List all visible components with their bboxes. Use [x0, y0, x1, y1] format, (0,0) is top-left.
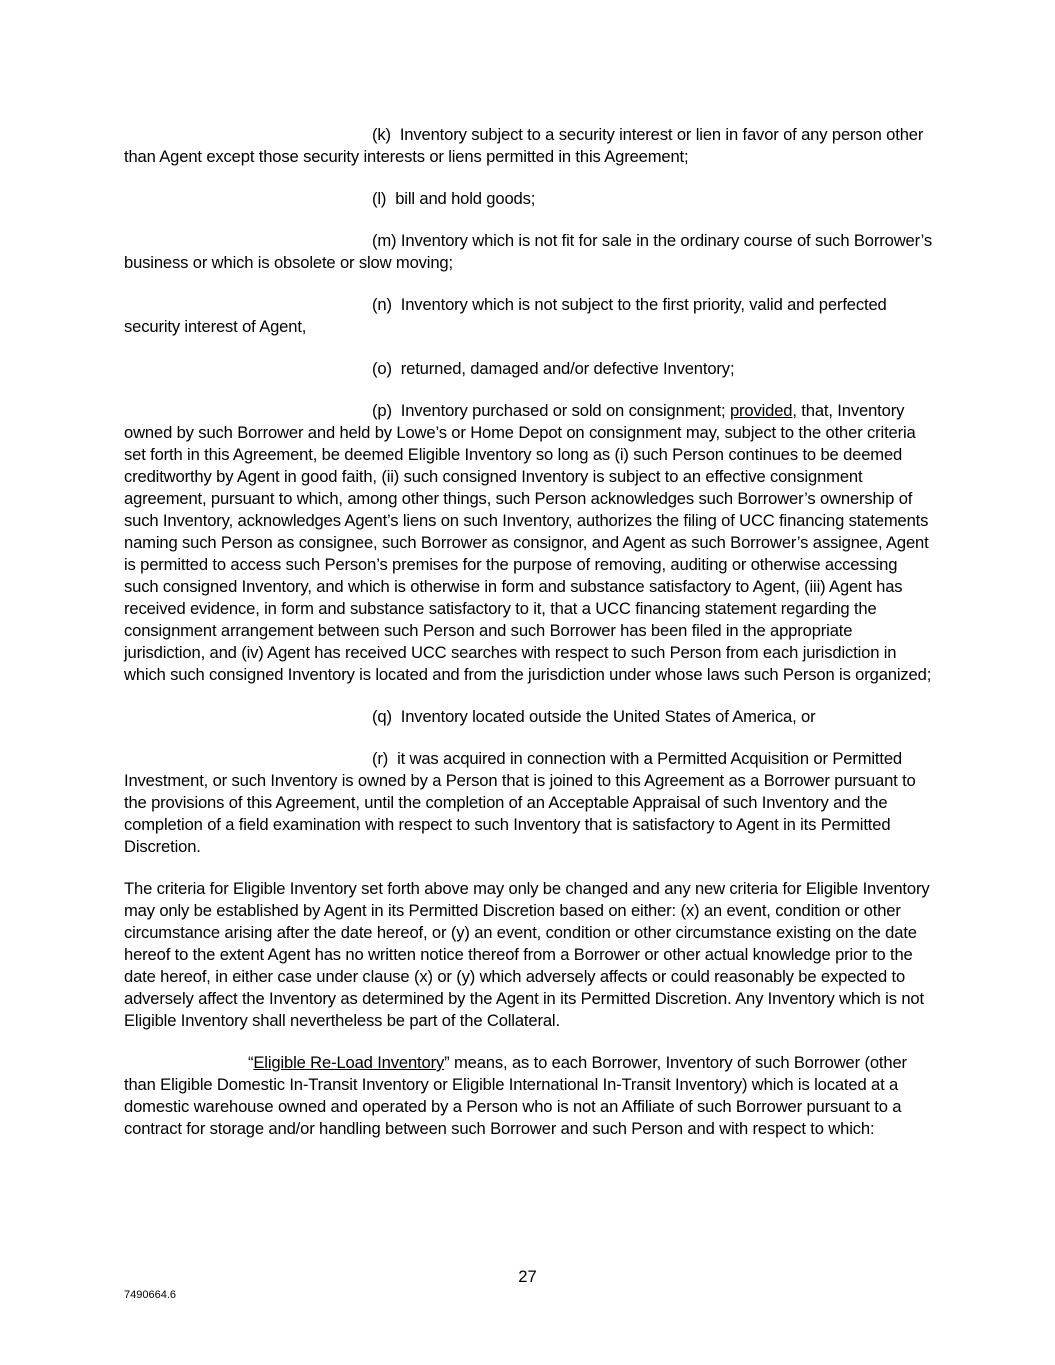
provided-term: provided: [729, 401, 793, 420]
clause-marker: (o): [372, 359, 392, 378]
clause-r: [124, 748, 934, 858]
defined-term: Eligible Re-Load Inventory: [253, 1053, 445, 1072]
close-quote: ”: [444, 1053, 450, 1072]
clause-o: [124, 358, 934, 380]
clause-marker: (k): [372, 125, 391, 144]
clause-m: [124, 230, 934, 274]
clause-text-before: Inventory purchased or sold on consignment;: [400, 401, 730, 420]
clause-text: Inventory which is not fit for sale in the ordinary course of such Borrower’s business or which is obsolete or slow moving;: [124, 231, 932, 272]
clause-k: [124, 124, 934, 168]
open-quote: “: [248, 1053, 254, 1072]
page-number: 27: [518, 1267, 537, 1286]
definition-text: means, as to each Borrower, Inventory of such Borrower (other than Eligible Domestic In-Transit Inventory or Eligible International In-Transit Inventory) which is located at a domestic warehouse owned and operated by a Person who is not an Affiliate of such Borrower pursuant to a contract for storage and/or handling between such Borrower and such Person and with respect to which:: [124, 1053, 907, 1138]
clause-n: [124, 294, 934, 338]
clause-q: [124, 706, 934, 728]
document-id: 7490664.6: [124, 1289, 176, 1301]
clause-text: bill and hold goods;: [395, 189, 536, 208]
clause-marker: (q): [372, 707, 392, 726]
clause-p: [124, 400, 934, 686]
clause-marker: (r): [372, 749, 389, 768]
criteria-paragraph: The criteria for Eligible Inventory set forth above may only be changed and any new criteria for Eligible Inventory may only be established by Agent in its Permitted Discretion based on either: (x) an event, condition or other circumstance arising after the date hereof, or (y) an event, condition or other circumstance existing on the date hereof to the extent Agent has no written notice thereof from a Borrower or other actual knowledge prior to the date hereof, in either case under clause (x) or (y) which adversely affects or could reasonably be expected to adversely affect the Inventory as determined by the Agent in its Permitted Discretion. Any Inventory which is not Eligible Inventory shall nevertheless be part of the Collateral.: [124, 879, 930, 1030]
clause-text-after: , that, Inventory owned by such Borrower and held by Lowe’s or Home Depot on consignment may, subject to the other criteria set forth in this Agreement, be deemed Eligible Inventory so long as (i) such Person continues to be deemed creditworthy by Agent in good faith, (ii) such consigned Inventory is subject to an effective consignment agreement, pursuant to which, among other things, such Person acknowledges such Borrower’s ownership of such Inventory, acknowledges Agent’s liens on such Inventory, authorizes the filing of UCC financing statements naming such Person as consignee, such Borrower as consignor, and Agent as such Borrower’s assignee, Agent is permitted to access such Person’s premises for the purpose of removing, auditing or otherwise accessing such consigned Inventory, and which is otherwise in form and substance satisfactory to Agent, (iii) Agent has received evidence, in form and substance satisfactory to it, that a UCC financing statement regarding the consignment arrangement between such Person and such Borrower has been filed in the appropriate jurisdiction, and (iv) Agent has received UCC searches with respect to such Person from each jurisdiction in which such consigned Inventory is located and from the jurisdiction under whose laws such Person is organized;: [124, 401, 932, 684]
clause-marker: (m): [372, 231, 397, 250]
clause-text: returned, damaged and/or defective Inventory;: [400, 359, 735, 378]
clause-l: [124, 188, 934, 210]
document-body: [124, 124, 934, 1160]
clause-text: Inventory located outside the United States of America, or: [400, 707, 816, 726]
clause-text: it was acquired in connection with a Permitted Acquisition or Permitted Investment, or such Inventory is owned by a Person that is joined to this Agreement as a Borrower pursuant to the provisions of this Agreement, until the completion of an Acceptable Appraisal of such Inventory and the completion of a field examination with respect to such Inventory that is satisfactory to Agent in its Permitted Discretion.: [124, 749, 916, 856]
definition-eligible-reload-inventory: [124, 1052, 934, 1140]
clause-marker: (l): [372, 189, 387, 208]
clause-text: Inventory subject to a security interest or lien in favor of any person other than Agent except those security interests or liens permitted in this Agreement;: [124, 125, 924, 166]
clause-marker: (p): [372, 401, 392, 420]
clause-marker: (n): [372, 295, 392, 314]
clause-text: Inventory which is not subject to the first priority, valid and perfected security interest of Agent,: [124, 295, 887, 336]
